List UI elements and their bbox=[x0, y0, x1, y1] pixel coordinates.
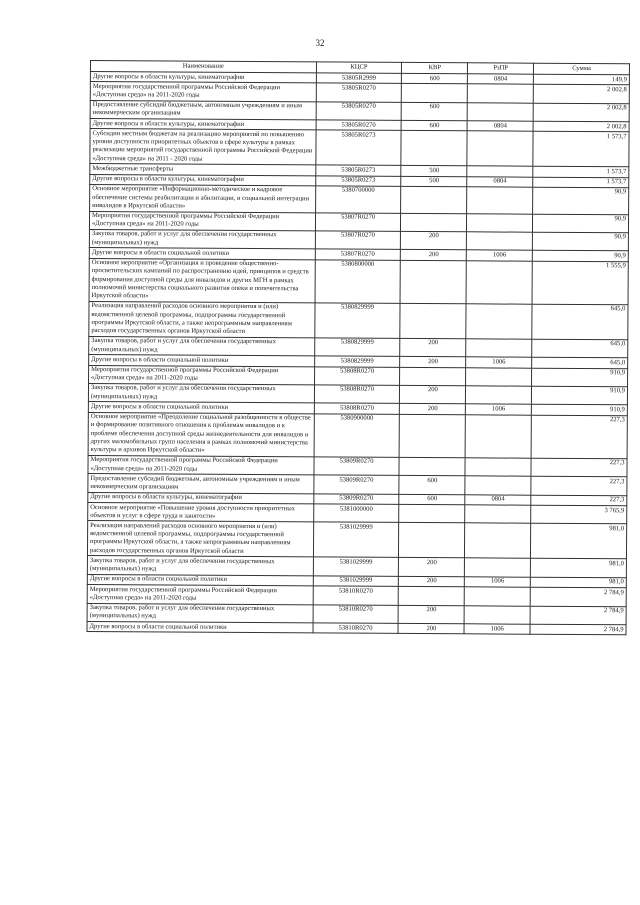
row-kcsr-cell: 53809R0270 bbox=[313, 494, 399, 505]
row-rzpr-cell bbox=[465, 558, 531, 577]
row-kcsr-cell: 5380829999 bbox=[314, 303, 400, 338]
row-name-cell: Реализация направлений расходов основного мероприятия и (или) ведомственной целевой программы, подпрограммы государственной программы Иркутской области, а также непрограммным направлениям расходов государственных органов Иркутской области bbox=[87, 521, 313, 557]
row-kvr-cell: 600 bbox=[402, 102, 468, 121]
row-rzpr-cell: 0804 bbox=[467, 176, 533, 187]
row-kcsr-cell: 5381000000 bbox=[313, 504, 399, 523]
table-row bbox=[87, 622, 626, 636]
header-sum: Сумма bbox=[534, 63, 630, 75]
row-kvr-cell: 200 bbox=[398, 623, 464, 634]
row-rzpr-cell: 1006 bbox=[467, 250, 533, 261]
table-row bbox=[87, 521, 626, 559]
row-rzpr-cell: 1006 bbox=[466, 404, 532, 415]
row-name-cell: Реализация направлений расходов основного мероприятия и (или) ведомственной целевой программы, подпрограммы государственной программы Иркутской области, а также непрограммным направлениям расходов государственных органов Иркутской области bbox=[89, 301, 315, 337]
row-kcsr-cell: 53805R0270 bbox=[316, 120, 402, 131]
row-name-cell: Предоставление субсидий бюджетным, автономным учреждениям и иным некоммерческим организациям bbox=[90, 100, 316, 120]
row-sum-cell: 90,9 bbox=[533, 214, 629, 233]
row-sum-cell: 645,0 bbox=[532, 304, 628, 340]
row-rzpr-cell: 1006 bbox=[466, 357, 532, 368]
row-kcsr-cell: 5381029999 bbox=[313, 557, 399, 576]
row-sum-cell: 2 784,9 bbox=[530, 587, 626, 606]
row-kcsr-cell: 53805R0270 bbox=[316, 83, 402, 102]
row-kvr-cell: 200 bbox=[399, 576, 465, 587]
row-sum-cell: 2 002,8 bbox=[533, 84, 629, 103]
row-kvr-cell: 200 bbox=[401, 231, 467, 250]
table-row bbox=[89, 258, 628, 304]
row-rzpr-cell: 0804 bbox=[465, 495, 531, 506]
row-rzpr-cell bbox=[465, 476, 531, 495]
row-rzpr-cell bbox=[464, 587, 530, 606]
header-name: Наименование bbox=[90, 61, 316, 73]
row-name-cell: Субсидии местным бюджетам на реализацию мероприятий по повышению уровня доступности приоритетных объектов в сфере культуры в рамках реализации мероприятий государственной программы Российской Федерации «Доступная среда» на 2011 - 2020 годы bbox=[90, 129, 316, 165]
row-name-cell: Закупка товаров, работ и услуг для обеспечения государственных (муниципальных) нужд bbox=[89, 336, 315, 356]
row-sum-cell: 90,9 bbox=[533, 187, 629, 214]
page-number: 32 bbox=[315, 38, 325, 48]
row-sum-cell: 149,9 bbox=[534, 74, 630, 85]
row-sum-cell: 90,9 bbox=[533, 232, 629, 251]
row-rzpr-cell bbox=[467, 232, 533, 251]
row-name-cell: Другие вопросы в области культуры, кинематографии bbox=[90, 174, 316, 186]
row-kvr-cell bbox=[401, 186, 467, 213]
row-kcsr-cell: 53808R0270 bbox=[314, 385, 400, 404]
row-name-cell: Закупка товаров, работ и услуг для обеспечения государственных (муниципальных) нужд bbox=[87, 556, 313, 576]
row-sum-cell: 227,3 bbox=[531, 495, 627, 506]
row-kvr-cell: 200 bbox=[400, 338, 466, 357]
row-sum-cell: 910,9 bbox=[532, 368, 628, 387]
row-kvr-cell: 200 bbox=[399, 605, 465, 624]
row-sum-cell: 1 573,7 bbox=[533, 132, 629, 168]
row-name-cell: Закупка товаров, работ и услуг для обеспечения государственных (муниципальных) нужд bbox=[89, 229, 315, 249]
row-kcsr-cell: 53807R0270 bbox=[315, 212, 401, 231]
row-name-cell: Основное мероприятие «Организация и проведение общественно-просветительских кампаний по распространению идей, принципов и средств формирования доступной среды для инвалидов и других МГН в рамках полномочий министерства социального развития опеки и попечительства Иркутской области» bbox=[89, 258, 315, 303]
row-kcsr-cell: 5381029999 bbox=[313, 576, 399, 587]
row-kcsr-cell: 5380829999 bbox=[314, 338, 400, 357]
row-kvr-cell bbox=[401, 213, 467, 232]
row-name-cell: Мероприятия государственной программы Российской Федерации «Доступная среда» на 2011-2020 годы bbox=[88, 455, 314, 475]
table-row bbox=[89, 301, 628, 339]
row-kvr-cell bbox=[401, 131, 467, 166]
row-kvr-cell: 200 bbox=[400, 385, 466, 404]
row-name-cell: Закупка товаров, работ и услуг для обеспечения государственных (муниципальных) нужд bbox=[88, 383, 314, 403]
row-kvr-cell bbox=[400, 260, 466, 304]
row-kvr-cell: 600 bbox=[402, 73, 468, 84]
row-kvr-cell: 600 bbox=[402, 121, 468, 132]
header-rzpr: РзПР bbox=[468, 63, 534, 74]
header-kvr: КВР bbox=[402, 62, 468, 73]
table-row bbox=[90, 184, 629, 214]
row-rzpr-cell bbox=[467, 187, 533, 214]
row-kcsr-cell: 53805R0273 bbox=[315, 130, 401, 165]
row-kcsr-cell: 53810R0270 bbox=[313, 604, 399, 623]
row-name-cell: Другие вопросы в области культуры, кинематографии bbox=[90, 119, 316, 131]
row-rzpr-cell bbox=[466, 386, 532, 405]
table-row bbox=[90, 129, 629, 167]
row-rzpr-cell: 1006 bbox=[465, 577, 531, 588]
row-kvr-cell bbox=[399, 504, 465, 523]
row-rzpr-cell bbox=[466, 304, 532, 339]
row-sum-cell: 645,0 bbox=[532, 357, 628, 368]
row-rzpr-cell bbox=[466, 339, 532, 358]
row-sum-cell: 645,0 bbox=[532, 339, 628, 358]
row-sum-cell: 981,0 bbox=[531, 524, 627, 560]
row-rzpr-cell bbox=[467, 213, 533, 232]
row-rzpr-cell bbox=[467, 103, 533, 122]
row-kvr-cell: 500 bbox=[401, 176, 467, 187]
row-kvr-cell bbox=[402, 84, 468, 103]
row-kcsr-cell: 5380900000 bbox=[314, 414, 400, 458]
table-row bbox=[88, 412, 627, 458]
row-rzpr-cell bbox=[467, 131, 533, 166]
row-sum-cell: 981,0 bbox=[530, 577, 626, 588]
row-sum-cell: 90,9 bbox=[532, 251, 628, 262]
row-kvr-cell bbox=[400, 414, 466, 458]
row-kvr-cell: 200 bbox=[400, 404, 466, 415]
row-name-cell: Основное мероприятие «Преодоление социальной разобщенности в обществе и формирование позитивного отношения к проблемам инвалидов и к проблеме обеспечения доступной среды жизнедеятельности для инвалидов и других маломобильных групп населения в рамках полномочий министерства культуры и архивов Иркутской области» bbox=[88, 412, 314, 457]
row-kcsr-cell: 5380800000 bbox=[315, 260, 401, 304]
row-sum-cell: 227,3 bbox=[531, 458, 627, 477]
row-sum-cell: 227,3 bbox=[531, 477, 627, 496]
row-name-cell: Другие вопросы в области социальной политики bbox=[89, 248, 315, 260]
row-rzpr-cell bbox=[468, 84, 534, 103]
row-sum-cell: 1 555,9 bbox=[532, 261, 628, 305]
row-rzpr-cell bbox=[464, 605, 530, 624]
row-sum-cell: 2 784,9 bbox=[530, 624, 626, 635]
row-name-cell: Другие вопросы в области социальной политики bbox=[87, 622, 313, 634]
row-kcsr-cell: 53809R0270 bbox=[313, 475, 399, 494]
row-kcsr-cell: 53810R0270 bbox=[313, 586, 399, 605]
row-sum-cell: 3 765,9 bbox=[531, 505, 627, 524]
row-name-cell: Другие вопросы в области социальной политики bbox=[88, 402, 314, 414]
row-kvr-cell: 200 bbox=[401, 250, 467, 261]
row-sum-cell: 910,9 bbox=[532, 405, 628, 416]
row-kcsr-cell: 53807R0270 bbox=[315, 249, 401, 260]
row-rzpr-cell: 0804 bbox=[468, 74, 534, 85]
header-kcsr: КЦСР bbox=[316, 62, 402, 74]
row-name-cell: Мероприятия государственной программы Российской Федерации «Доступная среда» на 2011-2020 годы bbox=[89, 365, 315, 385]
row-kcsr-cell: 53805R0270 bbox=[316, 102, 402, 121]
table-body bbox=[87, 72, 629, 636]
row-name-cell: Межбюджетные трансферты bbox=[90, 164, 316, 176]
row-name-cell: Закупка товаров, работ и услуг для обеспечения государственных (муниципальных) нужд bbox=[87, 603, 313, 623]
row-sum-cell: 1 573,7 bbox=[533, 177, 629, 188]
row-rzpr-cell bbox=[465, 458, 531, 477]
row-kcsr-cell: 53805R0273 bbox=[315, 175, 401, 186]
row-sum-cell: 227,3 bbox=[531, 415, 627, 459]
row-rzpr-cell bbox=[466, 367, 532, 386]
row-sum-cell: 2 002,8 bbox=[533, 103, 629, 122]
row-name-cell: Другие вопросы в области социальной политики bbox=[87, 574, 313, 586]
row-kcsr-cell: 53809R0270 bbox=[314, 457, 400, 476]
row-kcsr-cell: 5380700000 bbox=[315, 186, 401, 213]
row-kcsr-cell: 5380829999 bbox=[314, 356, 400, 367]
row-sum-cell: 981,0 bbox=[531, 559, 627, 578]
row-name-cell: Основное мероприятие «Информационно-методическое и кадровое обеспечение системы реабилитации и абилитации, и социальной интеграции инвалидов в Иркутской области» bbox=[90, 184, 316, 212]
row-name-cell: Мероприятия государственной программы Российской Федерации «Доступная среда» на 2011-2020 годы bbox=[87, 585, 313, 605]
row-sum-cell: 910,9 bbox=[532, 386, 628, 405]
row-kcsr-cell: 53807R0270 bbox=[315, 231, 401, 250]
row-kvr-cell: 600 bbox=[399, 476, 465, 495]
row-kvr-cell bbox=[400, 303, 466, 338]
row-kvr-cell: 200 bbox=[400, 357, 466, 368]
row-kcsr-cell: 53808R0270 bbox=[314, 366, 400, 385]
row-kcsr-cell: 53808R0270 bbox=[314, 403, 400, 414]
budget-table bbox=[87, 60, 630, 636]
row-rzpr-cell bbox=[465, 523, 531, 558]
row-kcsr-cell: 53805R0273 bbox=[315, 165, 401, 176]
row-kvr-cell bbox=[399, 587, 465, 606]
row-sum-cell: 1 573,7 bbox=[533, 167, 629, 178]
row-kvr-cell: 500 bbox=[401, 166, 467, 177]
row-name-cell: Мероприятия государственной программы Российской Федерации «Доступная среда» на 2011-2020 годы bbox=[90, 82, 316, 102]
row-name-cell: Предоставление субсидий бюджетным, автономным учреждениям и иным некоммерческим организациям bbox=[88, 474, 314, 494]
row-kvr-cell: 200 bbox=[399, 558, 465, 577]
row-sum-cell: 2 784,9 bbox=[530, 606, 626, 625]
row-rzpr-cell: 1006 bbox=[464, 624, 530, 635]
row-kvr-cell bbox=[399, 457, 465, 476]
row-name-cell: Другие вопросы в области социальной политики bbox=[89, 355, 315, 367]
row-kvr-cell bbox=[399, 523, 465, 558]
row-name-cell: Другие вопросы в области культуры, кинематографии bbox=[88, 492, 314, 504]
row-kcsr-cell: 53805R2999 bbox=[316, 73, 402, 84]
row-rzpr-cell bbox=[465, 505, 531, 524]
row-rzpr-cell bbox=[465, 414, 531, 458]
row-rzpr-cell bbox=[467, 166, 533, 177]
row-kvr-cell: 600 bbox=[399, 494, 465, 505]
row-rzpr-cell: 0804 bbox=[467, 121, 533, 132]
row-kvr-cell bbox=[400, 367, 466, 386]
row-name-cell: Мероприятия государственной программы Российской Федерации «Доступная среда» на 2011-2020 годы bbox=[89, 211, 315, 231]
row-kcsr-cell: 53810R0270 bbox=[313, 623, 399, 634]
row-name-cell: Другие вопросы в области культуры, кинематографии bbox=[90, 72, 316, 84]
row-name-cell: Основное мероприятие «Повышение уровня доступности приоритетных объектов и услуг в сфере труда и занятости» bbox=[88, 503, 314, 523]
row-rzpr-cell bbox=[466, 260, 532, 304]
row-sum-cell: 2 002,8 bbox=[533, 121, 629, 132]
row-kcsr-cell: 5381029999 bbox=[313, 522, 399, 557]
